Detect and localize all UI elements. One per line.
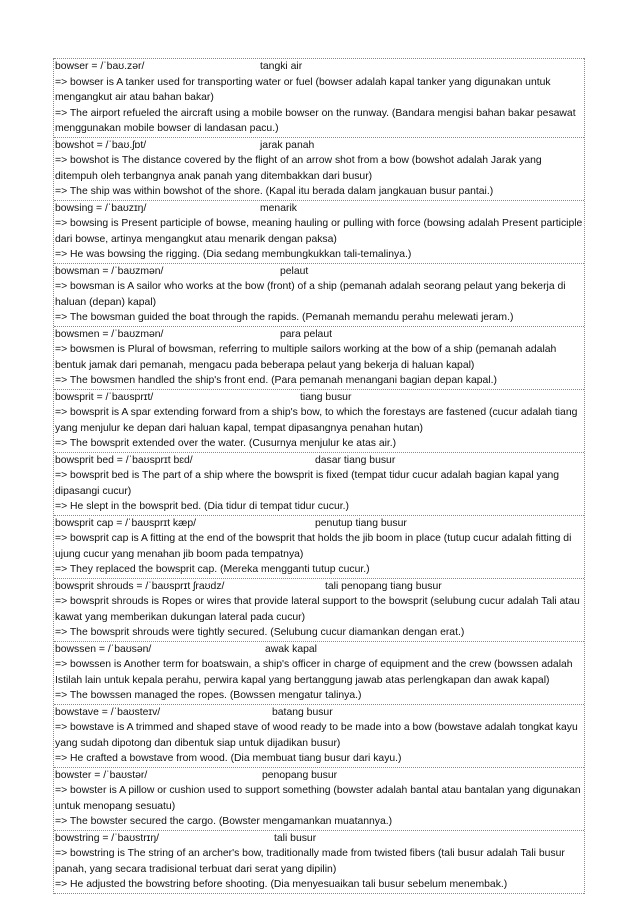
entry-header <box>55 327 583 343</box>
entry-definition: => bowsprit shrouds is Ropes or wires that provide lateral support to the bowsprit (selubung cucur adalah Tali atau kawat yang memberikan dukungan lateral pada cucur) <box>55 596 580 623</box>
entry-header <box>55 453 583 469</box>
entry-translation: menarik <box>260 202 297 214</box>
entry-definition: => bowstring is The string of an archer's bow, traditionally made from twisted fibers (tali busur adalah Tali busur panah, yang secara tradisional terbuat dari serat yang dipilin) <box>55 848 565 875</box>
entry-term: bowstring = /ˈbaʊstrɪŋ/ <box>55 832 160 844</box>
entry-translation: penopang busur <box>262 769 338 781</box>
entry-translation: awak kapal <box>265 643 317 655</box>
glossary-entry <box>54 767 584 830</box>
glossary-entry <box>54 263 584 326</box>
entry-term: bowser = /ˈbaʊ.zər/ <box>55 61 145 72</box>
entry-definition: => bowsing is Present participle of bowse, meaning hauling or pulling with force (bowsing adalah Present participle dari bowse, artinya mengangkut atau menarik dengan paksa) <box>55 218 583 245</box>
glossary-entry <box>54 830 584 894</box>
entry-example: => He crafted a bowstave from wood. (Dia membuat tiang busur dari kayu.) <box>55 753 402 764</box>
glossary-entry <box>54 578 584 641</box>
entry-translation: tali penopang tiang busur <box>325 580 442 592</box>
glossary-entry <box>54 641 584 704</box>
glossary-entry <box>54 200 584 263</box>
entry-example: => The bowssen managed the ropes. (Bowssen mengatur talinya.) <box>55 690 362 701</box>
entry-header <box>55 390 583 406</box>
entry-header <box>55 59 583 75</box>
entry-term: bowsprit cap = /ˈbaʊsprɪt kæp/ <box>55 517 196 529</box>
entry-header <box>55 642 583 658</box>
entry-header <box>55 264 583 280</box>
entry-example: => The airport refueled the aircraft using a mobile bowser on the runway. (Bandara mengisi bahan bakar pesawat menggunakan mobile bowser di landasan pacu.) <box>55 107 576 134</box>
entry-translation: batang busur <box>272 706 333 718</box>
entry-definition: => bowsprit cap is A fitting at the end of the bowsprit that holds the jib boom in place (tutup cucur adalah fitting di ujung cucur yang menahan jib boom pada tempatnya) <box>55 533 572 560</box>
entry-header <box>55 201 583 217</box>
entry-term: bowsprit shrouds = /ˈbaʊsprɪt ʃraʊdz/ <box>55 580 225 592</box>
entry-term: bowsprit bed = /ˈbaʊsprɪt bɛd/ <box>55 454 193 466</box>
entry-example: => They replaced the bowsprit cap. (Mereka mengganti tutup cucur.) <box>55 564 370 575</box>
entry-definition: => bowster is A pillow or cushion used to support something (bowster adalah bantal atau bantalan yang digunakan untuk menopang sesuatu) <box>55 785 581 812</box>
entry-example: => He adjusted the bowstring before shooting. (Dia menyesuaikan tali busur sebelum menembak.) <box>55 879 508 890</box>
glossary-entry <box>54 389 584 452</box>
entry-example: => He was bowsing the rigging. (Dia sedang membungkukkan tali-temalinya.) <box>55 249 412 260</box>
entry-header <box>55 516 583 532</box>
glossary-entry <box>54 515 584 578</box>
entry-term: bowsman = /ˈbaʊzmən/ <box>55 265 164 277</box>
entry-translation: penutup tiang busur <box>315 517 407 529</box>
entry-header <box>55 831 583 847</box>
entry-definition: => bowssen is Another term for boatswain, a ship's officer in charge of equipment and the crew (bowssen adalah Istilah lain untuk kepala perahu, perwira kapal yang bertanggung jawab atas perlengkapan dan awak kapal) <box>55 659 573 686</box>
entry-translation: para pelaut <box>280 328 332 340</box>
entry-term: bowsing = /ˈbaʊzɪŋ/ <box>55 202 147 214</box>
glossary-list <box>53 58 585 894</box>
glossary-entry <box>54 452 584 515</box>
entry-definition: => bowsmen is Plural of bowsman, referring to multiple sailors working at the bow of a ship (pemanah adalah bentuk jamak dari pemanah, mengacu pada beberapa pelaut yang bekerja di haluan kapal) <box>55 344 557 371</box>
entry-translation: dasar tiang busur <box>315 454 396 466</box>
entry-term: bowshot = /ˈbaʊ.ʃɒt/ <box>55 139 147 151</box>
entry-header <box>55 768 583 784</box>
entry-example: => The bowsprit extended over the water. (Cusurnya menjulur ke atas air.) <box>55 438 397 449</box>
entry-definition: => bowstave is A trimmed and shaped stave of wood ready to be made into a bow (bowstave adalah tongkat kayu yang sudah dipotong dan dibentuk siap untuk dijadikan busur) <box>55 722 578 749</box>
entry-example: => He slept in the bowsprit bed. (Dia tidur di tempat tidur cucur.) <box>55 501 349 512</box>
glossary-entry <box>54 326 584 389</box>
glossary-entry <box>54 137 584 200</box>
entry-definition: => bowsprit bed is The part of a ship where the bowsprit is fixed (tempat tidur cucur adalah bagian kapal yang dipasangi cucur) <box>55 470 560 497</box>
entry-example: => The bowsman guided the boat through the rapids. (Pemanah memandu perahu melewati jeram.) <box>55 312 514 323</box>
entry-term: bowssen = /ˈbaʊsən/ <box>55 643 152 655</box>
entry-header <box>55 138 583 154</box>
entry-definition: => bowser is A tanker used for transporting water or fuel (bowser adalah kapal tanker yang digunakan untuk mengangkut air atau bahan bakar) <box>55 76 551 103</box>
entry-example: => The ship was within bowshot of the shore. (Kapal itu berada dalam jangkauan busur pantai.) <box>55 186 494 197</box>
entry-definition: => bowsprit is A spar extending forward from a ship's bow, to which the forestays are fastened (cucur adalah tiang yang menjulur ke depan dari haluan kapal, tempat dipasangnya penahan hutan) <box>55 407 578 434</box>
entry-header <box>55 579 583 595</box>
entry-definition: => bowsman is A sailor who works at the bow (front) of a ship (pemanah adalah seorang pelaut yang bekerja di haluan (depan) kapal) <box>55 281 566 308</box>
glossary-entry <box>54 704 584 767</box>
entry-translation: pelaut <box>280 265 309 277</box>
entry-term: bowster = /ˈbaʊstər/ <box>55 769 148 781</box>
glossary-entry <box>54 58 584 137</box>
entry-translation: tiang busur <box>300 391 352 403</box>
entry-translation: tangki air <box>260 61 303 72</box>
entry-term: bowstave = /ˈbaʊsteɪv/ <box>55 706 161 718</box>
entry-header <box>55 705 583 721</box>
entry-term: bowsprit = /ˈbaʊsprɪt/ <box>55 391 154 403</box>
entry-example: => The bowsmen handled the ship's front end. (Para pemanah menangani bagian depan kapal.) <box>55 375 497 386</box>
entry-term: bowsmen = /ˈbaʊzmən/ <box>55 328 164 340</box>
entry-example: => The bowsprit shrouds were tightly secured. (Selubung cucur diamankan dengan erat.) <box>55 627 465 638</box>
entry-example: => The bowster secured the cargo. (Bowster mengamankan muatannya.) <box>55 816 393 827</box>
entry-definition: => bowshot is The distance covered by the flight of an arrow shot from a bow (bowshot adalah Jarak yang ditempuh oleh terbangnya anak panah yang ditembakkan dari busur) <box>55 155 542 182</box>
entry-translation: jarak panah <box>260 139 315 151</box>
entry-translation: tali busur <box>274 832 317 844</box>
